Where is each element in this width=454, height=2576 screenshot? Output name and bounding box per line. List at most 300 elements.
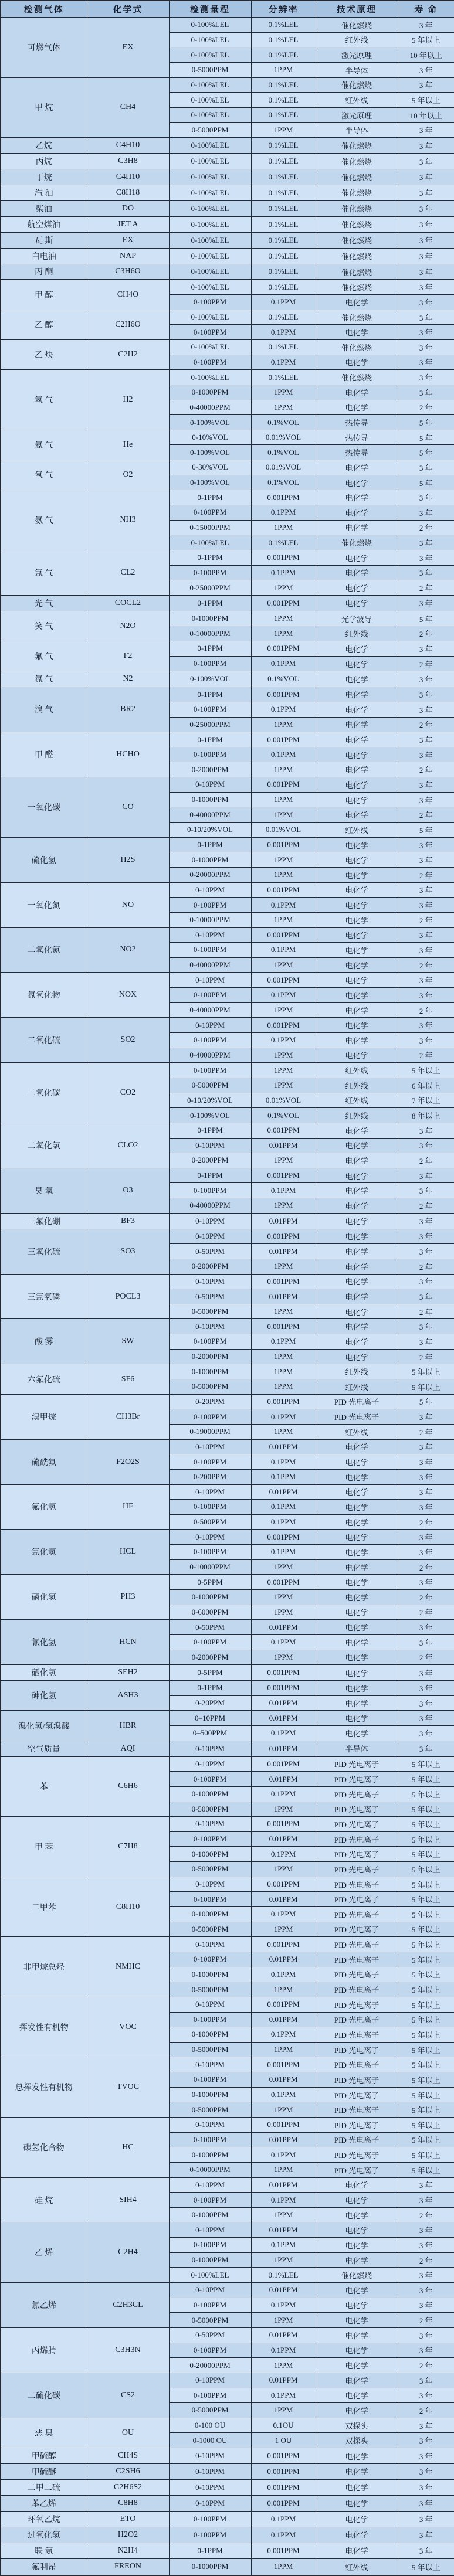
lifespan-cell: 2 年 xyxy=(398,1514,454,1530)
lifespan-cell: 3 年 xyxy=(398,2298,454,2313)
gas-name-cell: 氯 气 xyxy=(1,550,87,595)
principle-cell: 电化学 xyxy=(316,2543,398,2558)
lifespan-cell: 3 年 xyxy=(398,777,454,793)
range-cell: 0-1000PPM xyxy=(169,1786,251,1802)
lifespan-cell: 3 年 xyxy=(398,1244,454,1259)
gas-name-cell: 硅 烷 xyxy=(1,2177,87,2222)
principle-cell: 红外线 xyxy=(316,626,398,641)
table-row xyxy=(1,1937,454,1952)
table-row xyxy=(1,1741,454,1756)
table-row xyxy=(1,77,454,93)
gas-name-cell: 航空煤油 xyxy=(1,216,87,232)
resolution-cell: 1PPM xyxy=(251,1002,316,1018)
gas-name-cell: 白电油 xyxy=(1,248,87,264)
range-cell: 0-100%LEL xyxy=(169,93,251,108)
formula-cell: CH3Br xyxy=(87,1394,169,1439)
lifespan-cell: 5 年以上 xyxy=(398,1892,454,1907)
lifespan-cell: 5 年以上 xyxy=(398,2162,454,2177)
principle-cell: PID 光电离子 xyxy=(316,1786,398,1802)
lifespan-cell: 2 年 xyxy=(398,626,454,641)
principle-cell: 激光原理 xyxy=(316,47,398,63)
gas-name-cell: 丙烷 xyxy=(1,154,87,169)
table-row xyxy=(1,1394,454,1409)
range-cell: 0-100PPM xyxy=(169,1545,251,1560)
lifespan-cell: 2 年 xyxy=(398,2252,454,2268)
formula-cell: C8H10 xyxy=(87,1877,169,1937)
resolution-cell: 1PPM xyxy=(251,626,316,641)
principle-cell: 电化学 xyxy=(316,2403,398,2418)
col-header-gas: 检测气体 xyxy=(1,1,87,18)
resolution-cell: 0.1PPM xyxy=(251,2193,316,2208)
range-cell: 0-40000PPM xyxy=(169,1002,251,1018)
gas-name-cell: 联 氨 xyxy=(1,2543,87,2558)
resolution-cell: 0.1%LEL xyxy=(251,169,316,185)
resolution-cell: 0.01%VOL xyxy=(251,1093,316,1108)
principle-cell: 电化学 xyxy=(316,325,398,340)
principle-cell: 电化学 xyxy=(316,1259,398,1274)
principle-cell: 电化学 xyxy=(316,1530,398,1545)
lifespan-cell: 3 年 xyxy=(398,837,454,852)
range-cell: 0-2000PPM xyxy=(169,1259,251,1274)
principle-cell: PID 光电离子 xyxy=(316,1892,398,1907)
lifespan-cell: 3 年 xyxy=(398,200,454,216)
range-cell: 0-50PPM xyxy=(169,2327,251,2343)
resolution-cell: 0.1PPM xyxy=(251,355,316,370)
resolution-cell: 0.1%LEL xyxy=(251,32,316,47)
resolution-cell: 1PPM xyxy=(251,1650,316,1665)
formula-cell: AQI xyxy=(87,1741,169,1756)
range-cell: 0-10PPM xyxy=(169,2373,251,2388)
principle-cell: PID 光电离子 xyxy=(316,1831,398,1847)
principle-cell: PID 光电离子 xyxy=(316,2027,398,2043)
table-row xyxy=(1,2418,454,2433)
principle-cell: PID 光电离子 xyxy=(316,2012,398,2027)
range-cell: 0-500PPM xyxy=(169,1514,251,1530)
lifespan-cell: 5 年以上 xyxy=(398,1997,454,2012)
principle-cell: 催化燃烧 xyxy=(316,2268,398,2283)
resolution-cell: 1PPM xyxy=(251,762,316,777)
lifespan-cell: 3 年 xyxy=(398,1681,454,1696)
resolution-cell: 0.1%LEL xyxy=(251,107,316,123)
principle-cell: 电化学 xyxy=(316,2373,398,2388)
resolution-cell: 0.1PPM xyxy=(251,747,316,762)
resolution-cell: 1PPM xyxy=(251,2358,316,2373)
principle-cell: 电化学 xyxy=(316,1590,398,1605)
principle-cell: 电化学 xyxy=(316,671,398,687)
principle-cell: PID 光电离子 xyxy=(316,1847,398,1862)
resolution-cell: 1PPM xyxy=(251,580,316,596)
range-cell: 0-1000PPM xyxy=(169,2558,251,2575)
principle-cell: PID 光电离子 xyxy=(316,2102,398,2118)
lifespan-cell: 3 年 xyxy=(398,355,454,370)
gas-name-cell: 硫化氢 xyxy=(1,837,87,882)
lifespan-cell: 3 年 xyxy=(398,505,454,521)
formula-cell: BR2 xyxy=(87,687,169,732)
formula-cell: HCL xyxy=(87,1530,169,1575)
resolution-cell: 0.01PPM xyxy=(251,1831,316,1847)
lifespan-cell: 3 年 xyxy=(398,325,454,340)
table-row xyxy=(1,264,454,280)
lifespan-cell: 3 年 xyxy=(398,248,454,264)
resolution-cell: 0.001PPM xyxy=(251,2117,316,2132)
range-cell: 0-10PPM xyxy=(169,1997,251,2012)
gas-name-cell: 笑 气 xyxy=(1,611,87,641)
principle-cell: PID 光电离子 xyxy=(316,2162,398,2177)
principle-cell: 电化学 xyxy=(316,505,398,521)
formula-cell: C7H8 xyxy=(87,1817,169,1877)
range-cell: 0-10PPM xyxy=(169,1877,251,1892)
lifespan-cell: 5 年以上 xyxy=(398,1772,454,1787)
resolution-cell: 0.001PPM xyxy=(251,2543,316,2558)
range-cell: 0-5000PPM xyxy=(169,1304,251,1319)
resolution-cell: 0.01PPM xyxy=(251,2222,316,2238)
gas-name-cell: 硒化氢 xyxy=(1,1665,87,1681)
table-row xyxy=(1,430,454,445)
table-row xyxy=(1,2373,454,2388)
range-cell: 0-5000PPM xyxy=(169,1379,251,1395)
formula-cell: BF3 xyxy=(87,1213,169,1229)
table-row xyxy=(1,882,454,898)
principle-cell: 催化燃烧 xyxy=(316,370,398,385)
range-cell: 0-100PPM xyxy=(169,2072,251,2088)
lifespan-cell: 5 年以上 xyxy=(398,2558,454,2575)
principle-cell: 催化燃烧 xyxy=(316,77,398,93)
table-row xyxy=(1,550,454,565)
gas-name-cell: 丁烷 xyxy=(1,169,87,185)
resolution-cell: 0.1PPM xyxy=(251,1183,316,1198)
table-row xyxy=(1,1274,454,1289)
principle-cell: 红外线 xyxy=(316,1364,398,1379)
table-row xyxy=(1,2464,454,2480)
lifespan-cell: 3 年 xyxy=(398,1213,454,1229)
lifespan-cell: 3 年 xyxy=(398,1454,454,1470)
range-cell: 0-100%LEL xyxy=(169,2268,251,2283)
formula-cell: SF6 xyxy=(87,1364,169,1394)
principle-cell: 电化学 xyxy=(316,1726,398,1741)
lifespan-cell: 3 年 xyxy=(398,2177,454,2193)
formula-cell: C2SH6 xyxy=(87,2464,169,2480)
principle-cell: 电化学 xyxy=(316,1484,398,1500)
lifespan-cell: 3 年 xyxy=(398,927,454,943)
resolution-cell: 0.1%LEL xyxy=(251,47,316,63)
range-cell: 0-1000 OU xyxy=(169,2433,251,2448)
lifespan-cell: 3 年 xyxy=(398,641,454,657)
range-cell: 0-1000PPM xyxy=(169,792,251,807)
gas-name-cell: 硫酰氟 xyxy=(1,1439,87,1484)
lifespan-cell: 5 年以上 xyxy=(398,1877,454,1892)
gas-name-cell: 非甲烷总烃 xyxy=(1,1937,87,1997)
lifespan-cell: 2 年 xyxy=(398,912,454,927)
lifespan-cell: 3 年 xyxy=(398,2543,454,2558)
principle-cell: 电化学 xyxy=(316,1229,398,1244)
table-row xyxy=(1,232,454,248)
range-cell: 0–500PPM xyxy=(169,1726,251,1741)
range-cell: 0-1PPM xyxy=(169,837,251,852)
range-cell: 0–10PPM xyxy=(169,1711,251,1726)
resolution-cell: 0.1%LEL xyxy=(251,200,316,216)
lifespan-cell: 5 年以上 xyxy=(398,1922,454,1937)
lifespan-cell: 2 年 xyxy=(398,2313,454,2328)
gas-name-cell: 甲 烷 xyxy=(1,77,87,138)
gas-name-cell: 丙烯腈 xyxy=(1,2327,87,2373)
gas-name-cell: 苯 xyxy=(1,1756,87,1817)
principle-cell: 催化燃烧 xyxy=(316,216,398,232)
principle-cell: PID 光电离子 xyxy=(316,2072,398,2088)
range-cell: 0-5000PPM xyxy=(169,2102,251,2118)
range-cell: 0-100%VOL xyxy=(169,445,251,460)
lifespan-cell: 5 年以上 xyxy=(398,1379,454,1395)
resolution-cell: 0.001PPM xyxy=(251,490,316,505)
range-cell: 0-1000PPM xyxy=(169,385,251,400)
principle-cell: 电化学 xyxy=(316,1545,398,1560)
principle-cell: 催化燃烧 xyxy=(316,264,398,280)
principle-cell: 电化学 xyxy=(316,295,398,310)
range-cell: 0-100PPM xyxy=(169,898,251,913)
principle-cell: 红外线 xyxy=(316,1078,398,1093)
formula-cell: C3H8 xyxy=(87,154,169,169)
resolution-cell: 0.1PPM xyxy=(251,988,316,1003)
lifespan-cell: 3 年 xyxy=(398,565,454,580)
resolution-cell: 0.01PPM xyxy=(251,1620,316,1635)
resolution-cell: 0.01PPM xyxy=(251,1484,316,1500)
gas-name-cell: 氯乙烯 xyxy=(1,2283,87,2328)
lifespan-cell: 3 年 xyxy=(398,18,454,33)
lifespan-cell: 2 年 xyxy=(398,1198,454,1214)
range-cell: 0-100PPM xyxy=(169,747,251,762)
principle-cell: 红外线 xyxy=(316,93,398,108)
formula-cell: TVOC xyxy=(87,2057,169,2118)
table-row xyxy=(1,671,454,687)
range-cell: 0-10PPM xyxy=(169,2495,251,2511)
range-cell: 0-10PPM xyxy=(169,2283,251,2298)
lifespan-cell: 3 年 xyxy=(398,973,454,988)
lifespan-cell: 2 年 xyxy=(398,400,454,415)
resolution-cell: 0.1PPM xyxy=(251,2298,316,2313)
range-cell: 0-100%LEL xyxy=(169,47,251,63)
lifespan-cell: 5 年以上 xyxy=(398,2147,454,2163)
range-cell: 0-25000PPM xyxy=(169,580,251,596)
range-cell: 0-100PPM xyxy=(169,2527,251,2543)
lifespan-cell: 3 年 xyxy=(398,1274,454,1289)
principle-cell: 红外线 xyxy=(316,823,398,838)
range-cell: 0-100%VOL xyxy=(169,475,251,490)
gas-name-cell: 一氧化氮 xyxy=(1,882,87,927)
lifespan-cell: 5 年 xyxy=(398,430,454,445)
resolution-cell: 0.1PPM xyxy=(251,2511,316,2527)
resolution-cell: 0.01PPM xyxy=(251,1741,316,1756)
resolution-cell: 0.01PPM xyxy=(251,1695,316,1711)
principle-cell: 电化学 xyxy=(316,1559,398,1575)
gas-name-cell: 六氟化硫 xyxy=(1,1364,87,1394)
resolution-cell: 0.1PPM xyxy=(251,1409,316,1425)
principle-cell: 电化学 xyxy=(316,837,398,852)
table-row xyxy=(1,1213,454,1229)
principle-cell: 电化学 xyxy=(316,2388,398,2403)
resolution-cell: 0.1%LEL xyxy=(251,370,316,385)
range-cell: 0-100PPM xyxy=(169,565,251,580)
table-row xyxy=(1,1063,454,1078)
range-cell: 0-100PPM xyxy=(169,1063,251,1078)
range-cell: 0-5000PPM xyxy=(169,1982,251,1997)
lifespan-cell: 3 年 xyxy=(398,2418,454,2433)
table-row xyxy=(1,248,454,264)
table-row xyxy=(1,1439,454,1454)
lifespan-cell: 3 年 xyxy=(398,898,454,913)
range-cell: 0-10PPM xyxy=(169,973,251,988)
resolution-cell: 0.1PPM xyxy=(251,1454,316,1470)
gas-name-cell: 氧 气 xyxy=(1,460,87,490)
range-cell: 0-100%LEL xyxy=(169,18,251,33)
gas-name-cell: 酸 雾 xyxy=(1,1319,87,1364)
range-cell: 0-10PPM xyxy=(169,2464,251,2480)
principle-cell: 电化学 xyxy=(316,1304,398,1319)
principle-cell: 电化学 xyxy=(316,1018,398,1033)
formula-cell: SEH2 xyxy=(87,1665,169,1681)
table-row xyxy=(1,1123,454,1138)
range-cell: 0-100%LEL xyxy=(169,264,251,280)
resolution-cell: 0.01PPM xyxy=(251,1138,316,1153)
range-cell: 0-1000PPM xyxy=(169,611,251,626)
table-row xyxy=(1,973,454,988)
resolution-cell: 0.001PPM xyxy=(251,837,316,852)
formula-cell: He xyxy=(87,430,169,460)
principle-cell: 光学波导 xyxy=(316,611,398,626)
principle-cell: 电化学 xyxy=(316,1665,398,1681)
gas-name-cell: 一氧化碳 xyxy=(1,777,87,838)
resolution-cell: 0.01PPM xyxy=(251,1892,316,1907)
resolution-cell: 0.1%LEL xyxy=(251,216,316,232)
table-row xyxy=(1,2283,454,2298)
gas-name-cell: 氦 气 xyxy=(1,430,87,460)
range-cell: 0-5PPM xyxy=(169,1665,251,1681)
range-cell: 0-1PPM xyxy=(169,687,251,702)
principle-cell: 催化燃烧 xyxy=(316,18,398,33)
lifespan-cell: 3 年 xyxy=(398,62,454,77)
lifespan-cell: 3 年 xyxy=(398,1620,454,1635)
table-row xyxy=(1,1168,454,1183)
resolution-cell: 0.001PPM xyxy=(251,1530,316,1545)
table-row xyxy=(1,611,454,626)
resolution-cell: 0.1%VOL xyxy=(251,415,316,430)
resolution-cell: 0.1%LEL xyxy=(251,185,316,200)
gas-name-cell: 挥发性有机物 xyxy=(1,1997,87,2057)
lifespan-cell: 10 年以上 xyxy=(398,107,454,123)
lifespan-cell: 5 年以上 xyxy=(398,1967,454,1982)
resolution-cell: 0.01PPM xyxy=(251,1289,316,1304)
range-cell: 0-40000PPM xyxy=(169,400,251,415)
principle-cell: 电化学 xyxy=(316,641,398,657)
lifespan-cell: 5 年以上 xyxy=(398,1907,454,1922)
resolution-cell: 1PPM xyxy=(251,2403,316,2418)
resolution-cell: 0.1%VOL xyxy=(251,1108,316,1123)
formula-cell: HCN xyxy=(87,1620,169,1665)
lifespan-cell: 5 年 xyxy=(398,611,454,626)
table-row xyxy=(1,837,454,852)
lifespan-cell: 5 年以上 xyxy=(398,2042,454,2057)
range-cell: 0-25000PPM xyxy=(169,717,251,732)
lifespan-cell: 3 年 xyxy=(398,77,454,93)
resolution-cell: 0.1%LEL xyxy=(251,232,316,248)
table-row xyxy=(1,2117,454,2132)
lifespan-cell: 3 年 xyxy=(398,732,454,747)
formula-cell: N2O xyxy=(87,611,169,641)
lifespan-cell: 3 年 xyxy=(398,1138,454,1153)
lifespan-cell: 3 年 xyxy=(398,1168,454,1183)
formula-cell: F2 xyxy=(87,641,169,671)
formula-cell: C2H6O xyxy=(87,310,169,339)
principle-cell: 电化学 xyxy=(316,1048,398,1063)
principle-cell: 电化学 xyxy=(316,687,398,702)
lifespan-cell: 5 年以上 xyxy=(398,32,454,47)
principle-cell: 电化学 xyxy=(316,2222,398,2238)
formula-cell: COCL2 xyxy=(87,595,169,611)
lifespan-cell: 3 年 xyxy=(398,2495,454,2511)
formula-cell: C6H6 xyxy=(87,1756,169,1817)
table-row xyxy=(1,777,454,793)
lifespan-cell: 3 年 xyxy=(398,2373,454,2388)
principle-cell: 电化学 xyxy=(316,460,398,475)
gas-name-cell: 甲硫醚 xyxy=(1,2464,87,2480)
range-cell: 0-10%VOL xyxy=(169,430,251,445)
table-row xyxy=(1,2327,454,2343)
table-row xyxy=(1,460,454,475)
principle-cell: 电化学 xyxy=(316,1319,398,1334)
principle-cell: 催化燃烧 xyxy=(316,339,398,355)
principle-cell: PID 光电离子 xyxy=(316,1862,398,1877)
principle-cell: 电化学 xyxy=(316,1349,398,1364)
principle-cell: PID 光电离子 xyxy=(316,1952,398,1967)
range-cell: 0-10PPM xyxy=(169,1937,251,1952)
lifespan-cell: 3 年 xyxy=(398,232,454,248)
range-cell: 0-100%LEL xyxy=(169,535,251,550)
lifespan-cell: 5 年以上 xyxy=(398,2012,454,2027)
lifespan-cell: 5 年以上 xyxy=(398,1786,454,1802)
range-cell: 0-1000PPM xyxy=(169,2147,251,2163)
principle-cell: 红外线 xyxy=(316,1063,398,1078)
formula-cell: H2S xyxy=(87,837,169,882)
lifespan-cell: 3 年 xyxy=(398,385,454,400)
table-row xyxy=(1,641,454,657)
lifespan-cell: 3 年 xyxy=(398,1123,454,1138)
lifespan-cell: 5 年以上 xyxy=(398,1982,454,1997)
principle-cell: 催化燃烧 xyxy=(316,310,398,325)
gas-name-cell: 乙烷 xyxy=(1,138,87,154)
resolution-cell: 0.001PPM xyxy=(251,1997,316,2012)
principle-cell: 电化学 xyxy=(316,1711,398,1726)
resolution-cell: 1PPM xyxy=(251,1559,316,1575)
range-cell: 0-19000PPM xyxy=(169,1424,251,1439)
lifespan-cell: 2 年 xyxy=(398,2207,454,2222)
range-cell: 0-1000PPM xyxy=(169,1590,251,1605)
range-cell: 0-10PPM xyxy=(169,1319,251,1334)
range-cell: 0-100%LEL xyxy=(169,77,251,93)
range-cell: 0-5000PPM xyxy=(169,1922,251,1937)
gas-name-cell: 乙 烯 xyxy=(1,2222,87,2283)
table-row xyxy=(1,1575,454,1590)
range-cell: 0-100PPM xyxy=(169,325,251,340)
range-cell: 0-10PPM xyxy=(169,2448,251,2464)
gas-name-cell: 乙 炔 xyxy=(1,339,87,369)
principle-cell: PID 光电离子 xyxy=(316,2042,398,2057)
lifespan-cell: 3 年 xyxy=(398,2464,454,2480)
resolution-cell: 0.001PPM xyxy=(251,732,316,747)
lifespan-cell: 2 年 xyxy=(398,580,454,596)
principle-cell: 电化学 xyxy=(316,702,398,717)
lifespan-cell: 3 年 xyxy=(398,2193,454,2208)
resolution-cell: 0.001PPM xyxy=(251,1575,316,1590)
resolution-cell: 1PPM xyxy=(251,957,316,973)
resolution-cell: 0.001PPM xyxy=(251,1756,316,1772)
